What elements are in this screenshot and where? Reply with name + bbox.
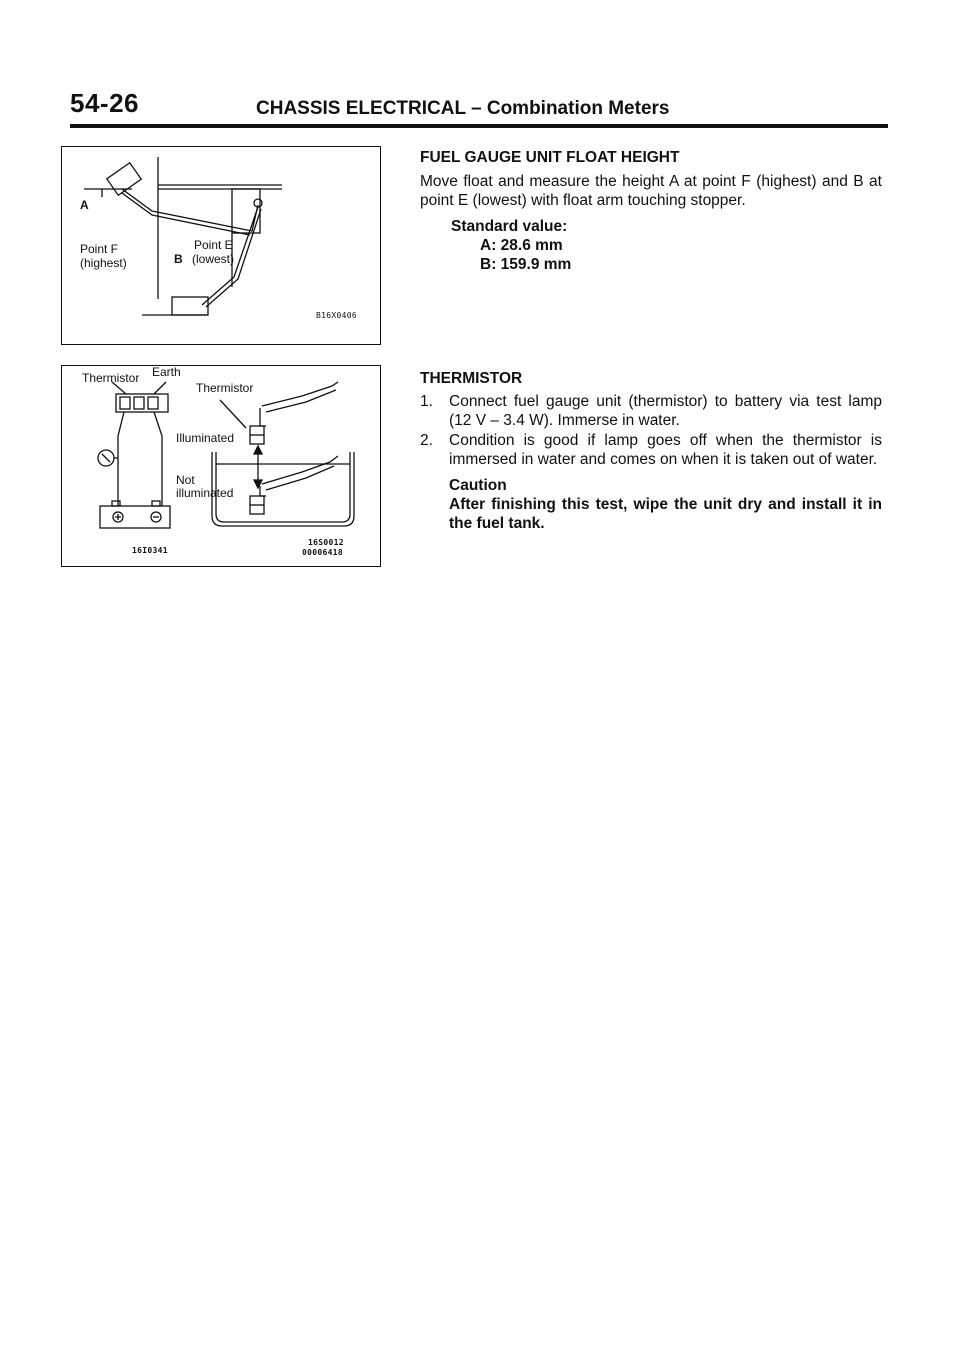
label-not-illuminated: illuminated (176, 486, 234, 500)
label-a: A (80, 198, 89, 212)
standard-value-label: Standard value: (451, 218, 568, 235)
list-item (420, 392, 882, 430)
caution-label: Caution (449, 477, 507, 494)
section-title-float-height: FUEL GAUGE UNIT FLOAT HEIGHT (420, 149, 680, 166)
page-number: 54-26 (70, 88, 139, 118)
float-height-body: Move float and measure the height A at point F (highest) and B at point E (lowest) with float arm touching stopper. (420, 173, 882, 209)
standard-value-block (451, 217, 882, 274)
standard-value-b: B: 159.9 mm (480, 256, 572, 273)
standard-value-a: A: 28.6 mm (480, 237, 563, 254)
header-rule (70, 124, 888, 128)
caution-text: After finishing this test, wipe the unit dry and install it in the fuel tank. (449, 496, 882, 532)
figure-code: B16X0406 (316, 311, 357, 320)
label-illuminated: Illuminated (176, 431, 235, 445)
float-height-figure (61, 146, 381, 345)
label-b: B (174, 252, 183, 266)
list-item-text: Condition is good if lamp goes off when the thermistor is immersed in water and comes on when it is taken out of water. (449, 432, 882, 468)
figure-code-right-2: 00006418 (302, 548, 343, 557)
label-earth: Earth (152, 365, 181, 379)
thermistor-section (420, 369, 882, 533)
label-thermistor-right: Thermistor (196, 381, 254, 395)
label-highest: (highest) (80, 256, 127, 270)
caution-block (449, 476, 882, 533)
thermistor-test-figure (61, 365, 381, 567)
list-item (420, 431, 882, 469)
section-title-thermistor: THERMISTOR (420, 370, 523, 387)
label-thermistor-left: Thermistor (82, 371, 140, 385)
list-item-number: 2. (420, 432, 433, 449)
page-header (70, 88, 888, 128)
fuel-gauge-section (420, 148, 882, 274)
label-point-e: Point E (194, 238, 233, 252)
label-not: Not (176, 473, 195, 487)
list-item-text: Connect fuel gauge unit (thermistor) to battery via test lamp (12 V – 3.4 W). Immerse in water. (449, 393, 882, 429)
list-item-number: 1. (420, 393, 433, 410)
label-point-f: Point F (80, 242, 119, 256)
thermistor-test-diagram (62, 366, 380, 566)
page-title: CHASSIS ELECTRICAL – Combination Meters (256, 98, 670, 119)
thermistor-steps (420, 392, 882, 469)
figure-code-right-1: 16S0012 (308, 538, 344, 547)
label-lowest: (lowest) (192, 252, 235, 266)
figure-code-left: 16I0341 (132, 546, 168, 555)
